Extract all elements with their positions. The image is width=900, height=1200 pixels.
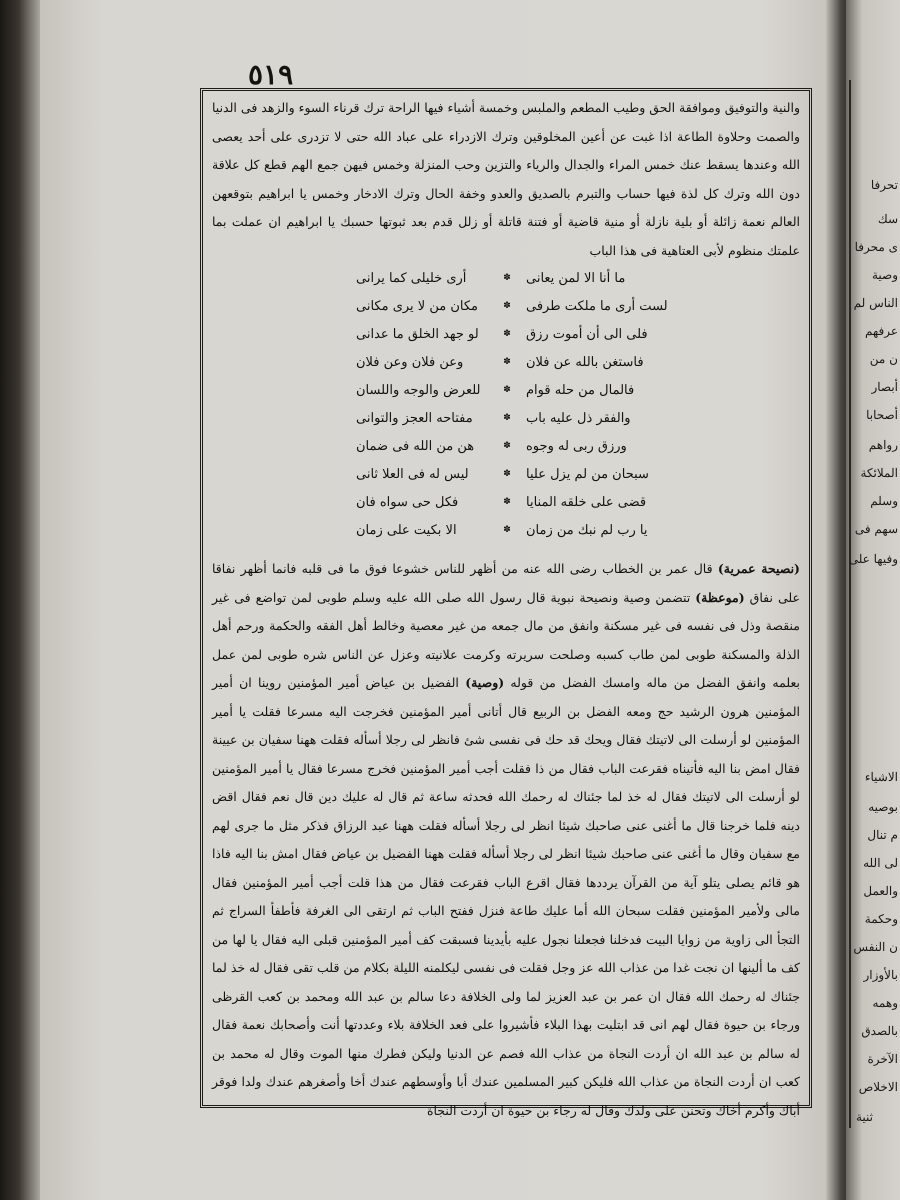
adjacent-text-fragment: ى محرفا [854, 240, 898, 254]
poem-verse-1-second: أرى خليلى كما يرانى [356, 271, 467, 286]
heading-mawiza: (موعظة) [695, 589, 745, 605]
heading-naseeha-umariyya: (نصيحة عمرية) [717, 561, 800, 576]
adjacent-text-fragment: تحرفا [870, 178, 898, 192]
page-number: ٥١٩ [248, 58, 294, 91]
adjacent-text-fragment: الملائكة [860, 466, 898, 480]
body-paragraphs [206, 555, 806, 1118]
text-naseeha: قال عمر بن الخطاب رضى الله عنه من أظهر للناس خشوعا فوق ما فى قلبه فانما أظهر نفاقا على نفاق [212, 561, 800, 605]
poem-verse-5-first: فالمال من حله قوام [526, 383, 635, 398]
adjacent-text-fragment: عرفهم [864, 324, 898, 338]
poem-verse-4-first: فاستغن بالله عن فلان [526, 355, 644, 370]
verse-separator: ✽ [503, 273, 511, 283]
verse-separator: ✽ [503, 385, 511, 395]
adjacent-page-footer: ثنية [856, 1110, 874, 1124]
adjacent-text-fragment: بوصيه [868, 800, 898, 814]
poem-verse-2-second: مكان من لا يرى مكانى [356, 299, 478, 314]
adjacent-text-fragment: رواهم [868, 438, 898, 452]
adjacent-text-fragment: الاشياء [864, 770, 898, 784]
poem-verse-3-second: لو جهد الخلق ما عدانى [356, 327, 479, 342]
text-wasiyya: الفضيل بن عياض أمير المؤمنين روينا ان أمير المؤمنين هرون الرشيد حج ومعه الفضل بن الربيع قال أتانى أمير المؤمنين فخرجت اليه مسرعا فقلت يا أمير المؤمنين لو أرسلت الى لاتيتك فقال ويحك قد حك فى نفسى شئ فانظر لى رجلا أسأله فقلت ههنا سفيان بن عيينة فقال امض بنا اليه فأتيناه فقرعت الباب فقال من ذا فقلت أجب أمير المؤمنين فخرج مسرعا فقال يا أمير المؤمنين لو أرسلت الى لاتيتك فقال له خذ لما جئناك له رحمك الله فحدثه ساعة ثم قال له عليك دين قال نعم فقال اقض دينه فلما خرجنا قال ما أغنى عنى صاحبك شيئا انظر لى رجلا أسأله فقلت ههنا عبد الرزاق فذكر مثل ما جرى لهم مع سفيان وقال ما أغنى عنى صاحبك شيئا انظر لى رجلا أسأله فقلت ههنا الفضيل بن عياض فقال امش بنا اليه فاذا هو قائم يصلى يتلو آية من القرآن يرددها فقال اقرع الباب فقرعت فقال من هذا قلت أجب أمير المؤمنين فقال مالى ولأمير المؤمنين فقلت سبحان الله أما عليك طاعة فنزل ففتح الباب ثم ارتقى الى الغرفة فأطفأ السراج ثم التجأ الى زاوية من زوايا البيت فدخلنا فجعلنا نجول عليه بأيدينا فسبقت كف أمير المؤمنين قبلى اليه فقال يا لها من كف ما ألينها ان نجت غدا من عذاب الله عز وجل فقلت فى نفسى ليكلمنه الليلة بكلام من قلب تقى فقال له خذ لما جئناك له رحمك الله فقال ان عمر بن عبد العزيز لما ولى الخلافة دعا سالم بن عبد الله ومحمد بن كعب القرظى ورجاء بن حيوة فقال لهم انى قد ابتليت بهذا البلاء فأشيروا على فعد الخلافة بلاء وعددتها أنت وأصحابك نعمة فقال له سالم بن عبد الله ان أردت النجاة من عذاب الله فصم عن الدنيا وليكن فطرك منها الموت وقال له محمد بن كعب ان أردت النجاة من عذاب الله فليكن كبير المسلمين عندك أبا وأوسطهم عندك أخا وأصغرهم عندك ولدا فوقر أباك وأكرم أخاك وتحنن على ولدك وقال له رجاء بن حيوة ان أردت النجاة [212, 675, 800, 1118]
adjacent-text-fragment: بالأوزار [863, 968, 898, 982]
poem-verse-6-second: مفتاحه العجز والتوانى [356, 411, 473, 426]
adjacent-text-fragment: الناس لم [853, 296, 898, 310]
poem-verse-7-second: هن من الله فى ضمان [356, 439, 475, 454]
poem-verse-9-second: فكل حى سواه فان [356, 495, 459, 510]
verse-separator: ✽ [503, 301, 511, 311]
adjacent-text-fragment: وسلم [870, 494, 898, 508]
adjacent-text-fragment: سهم فى [854, 522, 898, 536]
verse-separator: ✽ [503, 357, 511, 367]
verse-separator: ✽ [503, 497, 511, 507]
poem-verse-8-first: سبحان من لم يزل عليا [526, 467, 649, 482]
verse-separator: ✽ [503, 329, 511, 339]
adjacent-text-fragment: أصحابا [866, 408, 898, 422]
poem-verse-9-first: قضى على خلقه المنايا [526, 495, 647, 510]
verse-separator: ✽ [503, 525, 511, 535]
verse-separator: ✽ [503, 469, 511, 479]
adjacent-text-fragment: وفيها على [848, 552, 898, 566]
poem-verse-2-first: لست أرى ما ملكت طرفى [526, 299, 668, 314]
poem-verse-4-second: وعن فلان وعن فلان [356, 355, 464, 370]
poem-verse-8-second: ليس له فى العلا ثانى [356, 467, 469, 482]
adjacent-text-fragment: أبصار [871, 380, 898, 394]
adjacent-text-fragment: والعمل [863, 884, 898, 898]
poem-verse-5-second: للعرض والوجه واللسان [356, 383, 481, 398]
poem-verse-1-first: ما أنا الا لمن يعانى [526, 271, 626, 286]
adjacent-text-fragment: وصية [871, 268, 898, 282]
poem-verse-7-first: ورزق ربى له وجوه [526, 439, 627, 454]
adjacent-text-fragment: ن من [869, 352, 898, 366]
adjacent-text-fragment: بالصدق [861, 1024, 898, 1038]
poem-verse-6-first: والفقر ذل عليه باب [526, 411, 631, 426]
adjacent-text-fragment: م تنال [867, 828, 898, 842]
intro-paragraph: والنية والتوفيق وموافقة الحق وطيب المطعم والملبس وخمسة أشياء فيها الراحة ترك قرناء السوء والزهد فى الدنيا والصمت وحلاوة الطاعة اذا غبت عن أعين المخلوقين وترك الازدراء على عباد الله حتى لا تزدرى على أحد يعصى الله وعندها يسقط عنك خمس المراء والجدال والرياء والتزين وحب المنزلة وخمس فيهن جمع الهم قطع كل علاقة دون الله وترك كل لذة فيها حساب والتبرم بالصديق والعدو وخفة الحال وترك الادخار وخمس يا ابراهيم بتوقعهن العالم نعمة زائلة أو بلية نازلة أو منية قاضية أو فتنة قاتلة أو زلل قدم بعد ثبوتها حسبك يا ابراهيم ان عملت بما علمتك منظوم لأبى العتاهية فى هذا الباب [212, 100, 800, 258]
verse-separator: ✽ [503, 441, 511, 451]
adjacent-text-fragment: ن النفس [853, 940, 898, 954]
poem-block [206, 265, 806, 555]
poem-verse-10-first: يا رب لم نبك من زمان [526, 523, 648, 538]
adjacent-text-fragment: الآخرة [867, 1052, 898, 1066]
verse-separator: ✽ [503, 413, 511, 423]
page-text-block [206, 94, 806, 1118]
adjacent-page-frame-rule [849, 80, 851, 1128]
adjacent-text-fragment: الاخلاص [858, 1080, 898, 1094]
adjacent-text-fragment: وحكمة [864, 912, 898, 926]
text-mawiza: تتضمن وصية ونصيحة نبوية قال رسول الله صلى الله عليه وسلم طوبى لمن تواضع فى غير منقصة وذل فى نفسه فى غير مسكنة وانفق من مال جمعه من غير معصية وخالط أهل الفقه والحكمة ورحم أهل الذلة والمسكنة طوبى لمن طاب كسبه وصلحت سريرته وكرمت علانيته وعزل عن الناس شره طوبى لمن عمل بعلمه وانفق الفضل من ماله وامسك الفضل من قوله [212, 589, 800, 690]
heading-wasiyya: (وصية) [465, 675, 505, 690]
adjacent-text-fragment: سك [877, 212, 898, 226]
poem-verse-10-second: الا بكيت على زمان [356, 523, 457, 538]
adjacent-text-fragment: وهمه [872, 996, 898, 1010]
poem-verse-3-first: فلى الى أن أموت رزق [526, 327, 648, 342]
adjacent-text-fragment: لى الله [863, 856, 898, 870]
